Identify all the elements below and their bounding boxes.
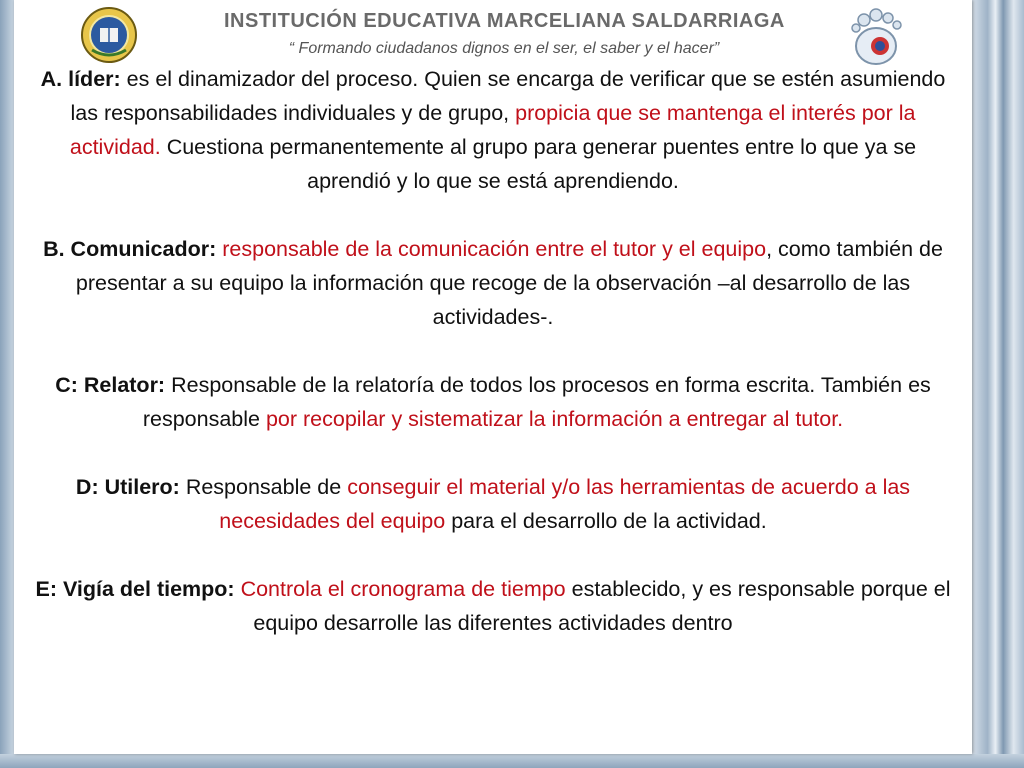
role-paragraph-vigia [34, 572, 952, 640]
role-highlight: propicia que se mantenga el interés por la actividad. [69, 101, 916, 159]
role-text: es el dinamizador del proceso. Quien se encarga de verificar que se estén asumiendo las responsabilidades individuales y de grupo, [70, 67, 946, 125]
role-paragraph-comunicador [34, 232, 952, 334]
slide-frame-left [0, 0, 14, 768]
slide [14, 0, 972, 754]
role-paragraph-relator [34, 368, 952, 436]
role-text: Responsable de [179, 475, 348, 499]
role-text: , como también de presentar a su equipo la información que recoge de la observación –al desarrollo de las actividades-. [75, 237, 943, 329]
role-term: B. Comunicador: [43, 237, 217, 261]
role-highlight: conseguir el material y/o las herramientas de acuerdo a las necesidades del equipo [219, 475, 911, 533]
role-term: A. líder: [40, 67, 121, 91]
institution-motto: “ Formando ciudadanos dignos en el ser, el saber y el hacer” [288, 40, 720, 57]
slide-header [14, 0, 972, 66]
slide-frame-bottom [0, 754, 1024, 768]
footprint-logo [836, 2, 916, 68]
roles-content [34, 62, 952, 674]
role-highlight: responsable de la comunicación entre el tutor y el equipo [222, 237, 767, 261]
role-text: Cuestiona permanentemente al grupo para generar puentes entre lo que ya se aprendió y lo que se está aprendiendo. [160, 135, 917, 193]
role-term: C: Relator: [55, 373, 166, 397]
role-highlight: Controla el cronograma de tiempo [240, 577, 566, 601]
role-term: D: Utilero: [75, 475, 180, 499]
role-paragraph-utilero [34, 470, 952, 538]
role-text: Responsable de la relatoría de todos los procesos en forma escrita. También es responsable [142, 373, 931, 431]
slide-frame-right [972, 0, 1024, 768]
role-paragraph-lider [34, 62, 952, 198]
school-seal-logo [80, 6, 138, 64]
role-text: establecido, y es responsable porque el equipo desarrolle las diferentes actividades dentro [253, 577, 951, 635]
role-highlight: por recopilar y sistematizar la información a entregar al tutor. [265, 407, 844, 431]
role-term: E: Vigía del tiempo: [35, 577, 235, 601]
role-text: para el desarrollo de la actividad. [445, 509, 767, 533]
institution-name: INSTITUCIÓN EDUCATIVA MARCELIANA SALDARRIAGA [224, 10, 785, 32]
